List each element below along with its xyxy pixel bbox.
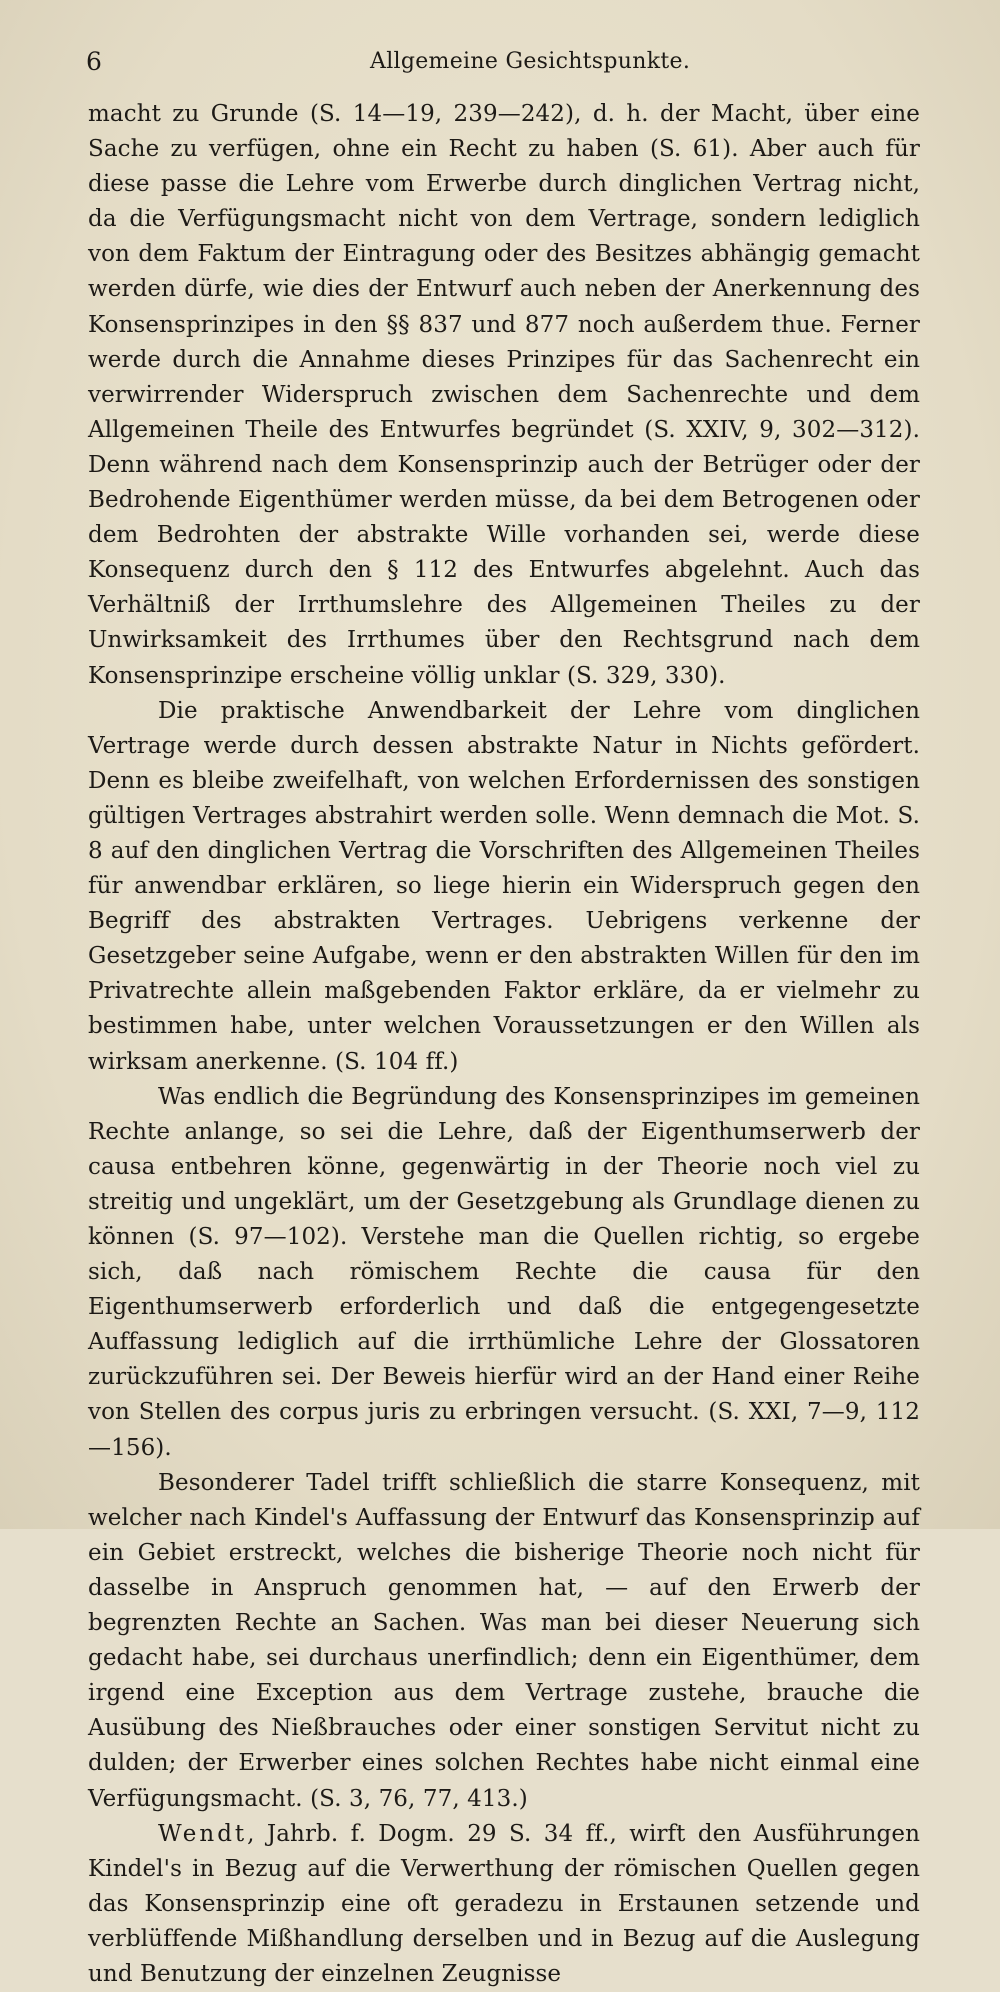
running-title: Allgemeine Gesichtspunkte.: [370, 49, 691, 74]
paragraph-4: Besonderer Tadel trifft schließlich die starre Konsequenz, mit welcher nach Kindel's Auffassung der Entwurf das Konsensprinzip auf ein Gebiet erstreckt, welches die bisherige Theorie noch nicht für dasselbe in Anspruch genommen hat, — auf den Erwerb der begrenzten Rechte an Sachen. Was man bei dieser Neuerung sich gedacht habe, sei durchaus unerfindlich; denn ein Eigenthümer, dem irgend eine Exception aus dem Vertrage zustehe, brauche die Ausübung des Nießbrauches oder einer sonstigen Servitut nicht zu dulden; der Erwerber eines solchen Rechtes habe nicht einmal eine Verfügungsmacht. (S. 3, 76, 77, 413.): [88, 1469, 920, 1812]
paragraph-3: Was endlich die Begründung des Konsensprinzipes im gemeinen Rechte anlange, so sei die Lehre, daß der Eigenthumserwerb der causa entbehren könne, gegenwärtig in der Theorie noch viel zu streitig und ungeklärt, um der Gesetzgebung als Grundlage dienen zu können (S. 97—102). Verstehe man die Quellen richtig, so ergebe sich, daß nach römischem Rechte die causa für den Eigenthumserwerb erforderlich und daß die entgegengesetzte Auffassung lediglich auf die irrthümliche Lehre der Glossatoren zurückzuführen sei. Der Beweis hierfür wird an der Hand einer Reihe von Stellen des corpus juris zu erbringen versucht. (S. XXI, 7—9, 112—156).: [88, 1083, 920, 1461]
author-name: Wendt: [158, 1820, 248, 1847]
page-number: 6: [86, 47, 102, 76]
body-text: [88, 97, 920, 1992]
running-head: [86, 44, 916, 80]
paragraph-5: [88, 1817, 920, 1992]
paragraph-1: macht zu Grunde (S. 14—19, 239—242), d. h. der Macht, über eine Sache zu verfügen, ohne ein Recht zu haben (S. 61). Aber auch für diese passe die Lehre vom Erwerbe durch dinglichen Vertrag nicht, da die Verfügungsmacht nicht von dem Vertrage, sondern lediglich von dem Faktum der Eintragung oder des Besitzes abhängig gemacht werden dürfe, wie dies der Entwurf auch neben der Anerkennung des Konsensprinzipes in den §§ 837 und 877 noch außerdem thue. Ferner werde durch die Annahme dieses Prinzipes für das Sachenrecht ein verwirrender Widerspruch zwischen dem Sachenrechte und dem Allgemeinen Theile des Entwurfes begründet (S. XXIV, 9, 302—312). Denn während nach dem Konsensprinzip auch der Betrüger oder der Bedrohende Eigenthümer werden müsse, da bei dem Betrogenen oder dem Bedrohten der abstrakte Wille vorhanden sei, werde diese Konsequenz durch den § 112 des Entwurfes abgelehnt. Auch das Verhältniß der Irrthumslehre des Allgemeinen Theiles zu der Unwirksamkeit des Irrthumes über den Rechtsgrund nach dem Konsensprinzipe erscheine völlig unklar (S. 329, 330).: [88, 101, 920, 689]
paragraph-5-text: , Jahrb. f. Dogm. 29 S. 34 ff., wirft den Ausführungen Kindel's in Bezug auf die Verwerthung der römischen Quellen gegen das Konsensprinzip eine oft geradezu in Erstaunen setzende und verblüffende Mißhandlung derselben und in Bezug auf die Auslegung und Benutzung der einzelnen Zeugnisse: [88, 1820, 920, 1987]
paragraph-2: Die praktische Anwendbarkeit der Lehre vom dinglichen Vertrage werde durch dessen abstrakte Natur in Nichts gefördert. Denn es bleibe zweifelhaft, von welchen Erfordernissen des sonstigen gültigen Vertrages abstrahirt werden solle. Wenn demnach die Mot. S. 8 auf den dinglichen Vertrag die Vorschriften des Allgemeinen Theiles für anwendbar erklären, so liege hierin ein Widerspruch gegen den Begriff des abstrakten Vertrages. Uebrigens verkenne der Gesetzgeber seine Aufgabe, wenn er den abstrakten Willen für den im Privatrechte allein maßgebenden Faktor erkläre, da er vielmehr zu bestimmen habe, unter welchen Voraussetzungen er den Willen als wirksam anerkenne. (S. 104 ff.): [88, 697, 920, 1075]
